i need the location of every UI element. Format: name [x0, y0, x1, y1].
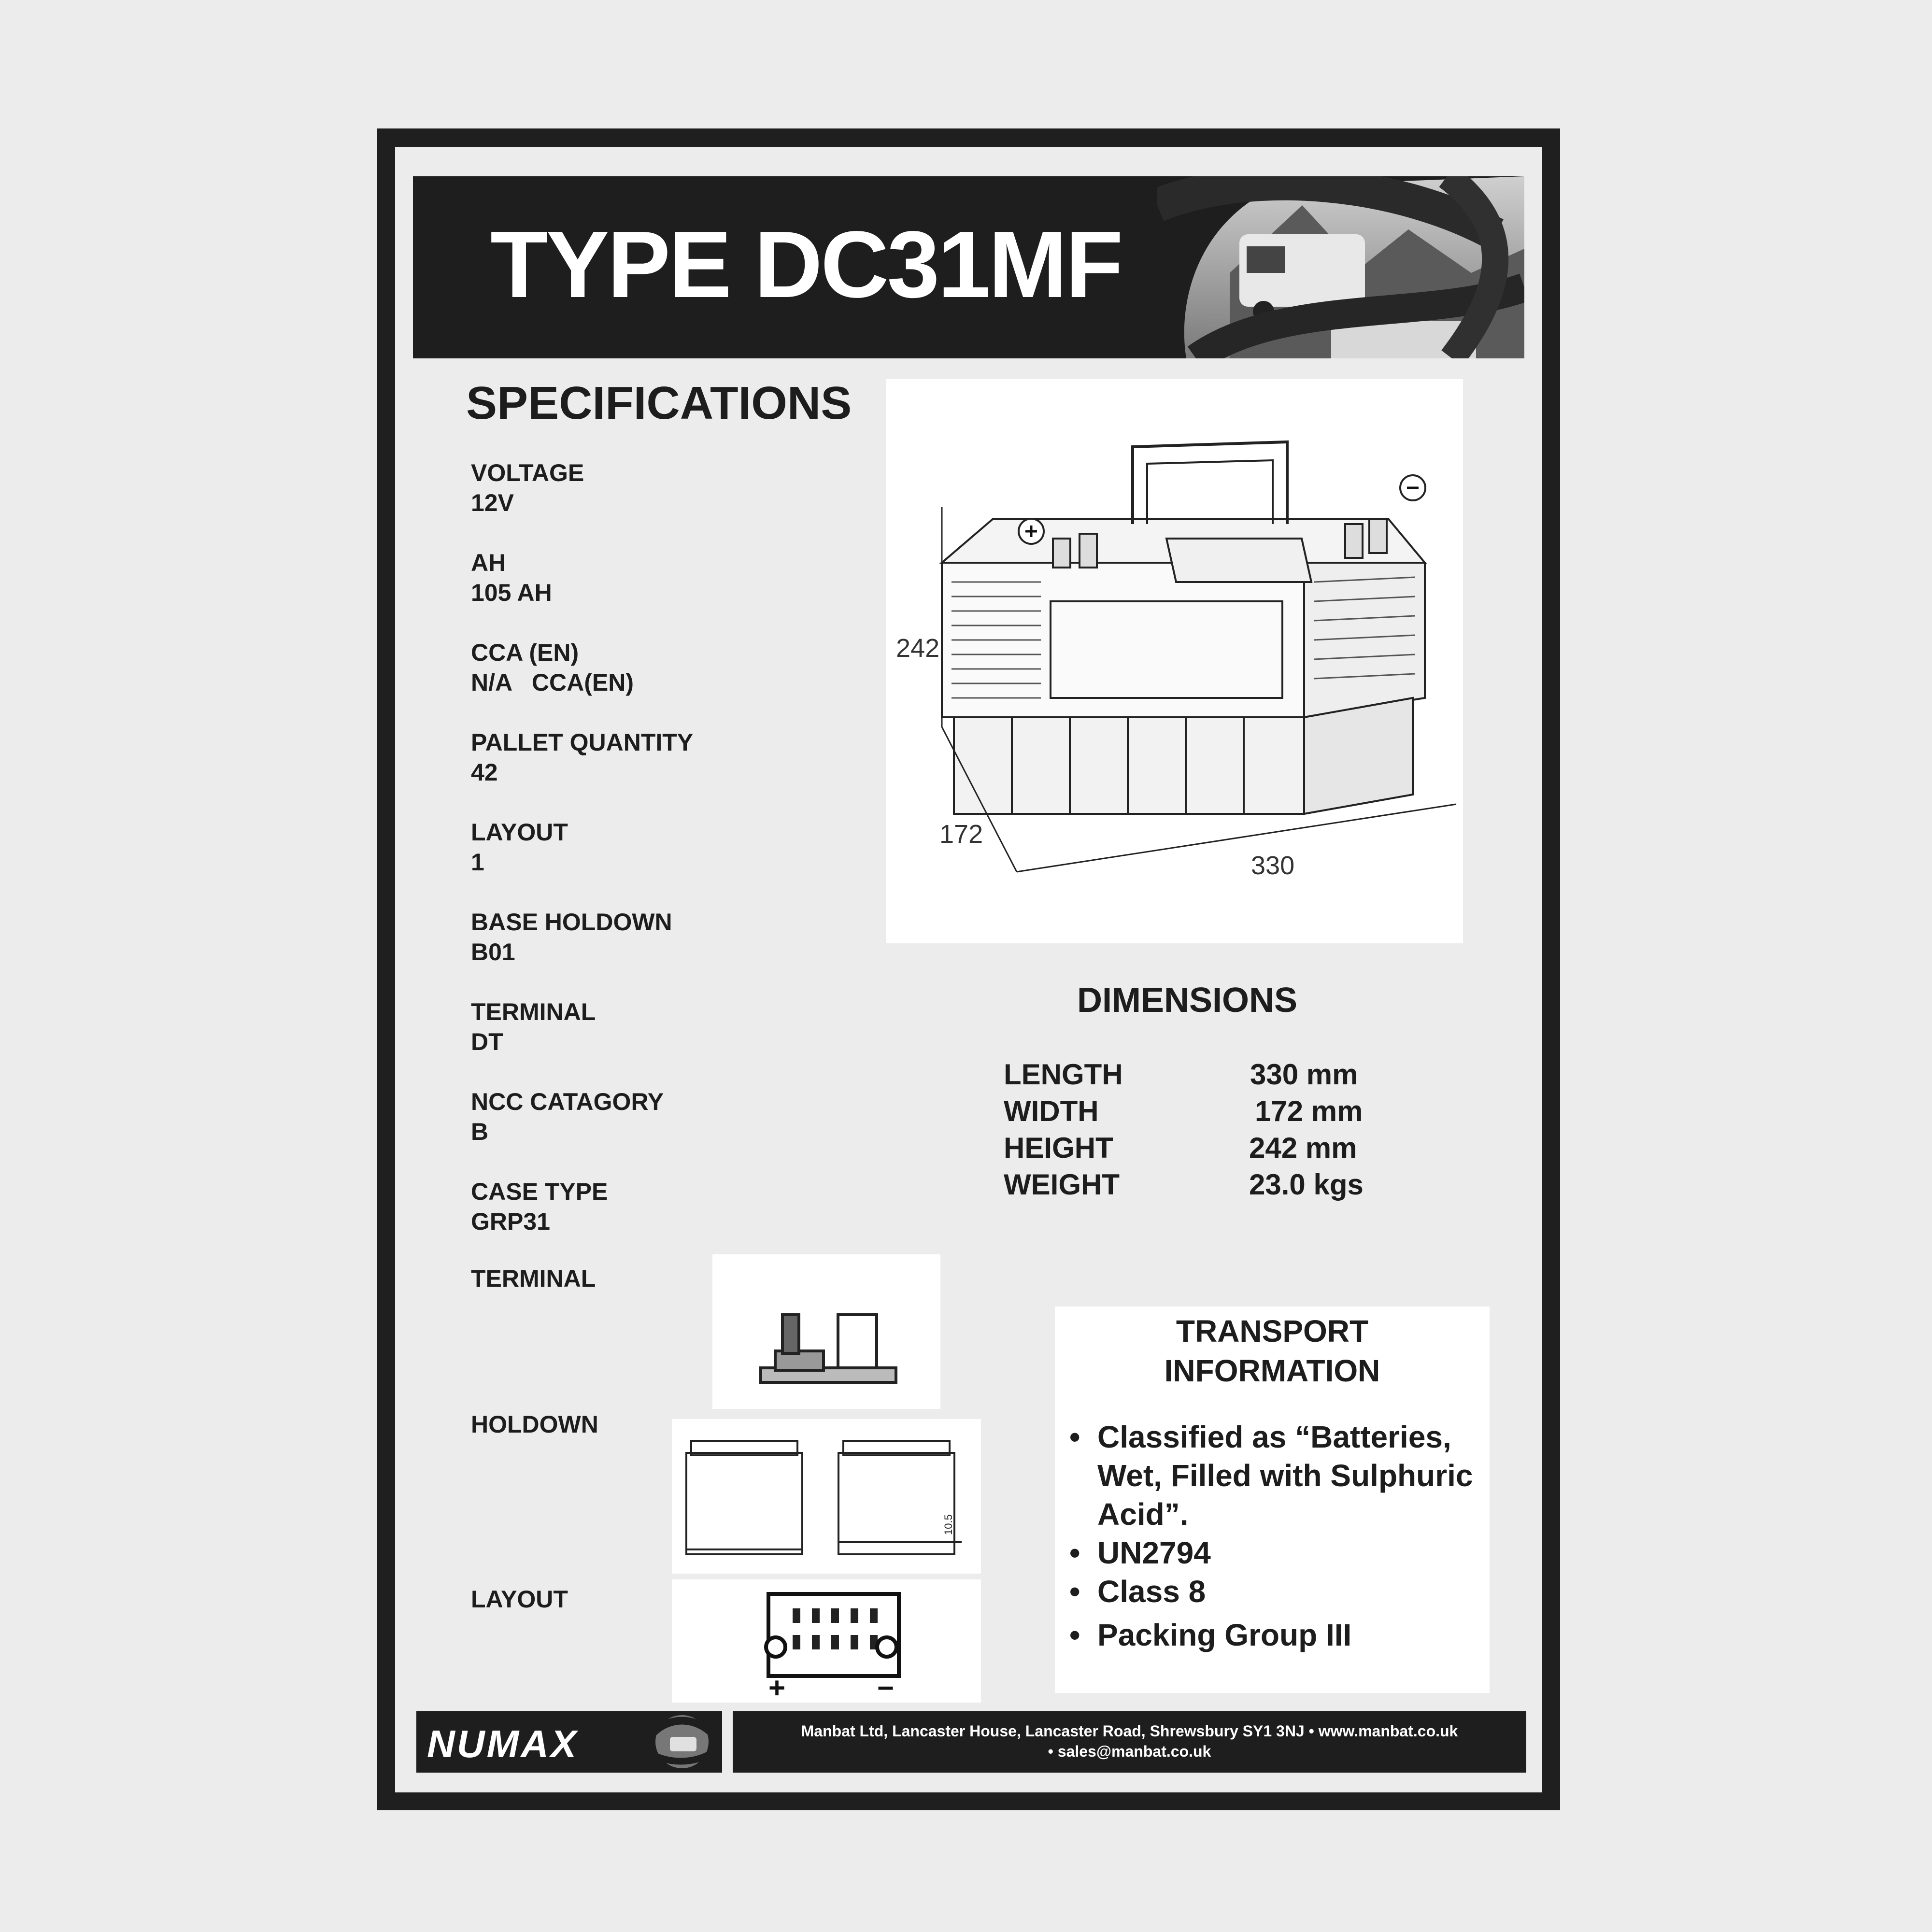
transport-list [1069, 1418, 1480, 1654]
layout-diagram [672, 1579, 981, 1703]
product-title: TYPE DC31MF [490, 212, 1122, 317]
spec-value: 105 AH [471, 579, 552, 606]
transport-heading [1055, 1311, 1490, 1391]
spec-case-type [471, 1177, 608, 1236]
spec-label: VOLTAGE [471, 459, 584, 486]
dimension-label: WIDTH [1004, 1095, 1099, 1127]
title-banner [413, 176, 1524, 358]
specifications-heading: SPECIFICATIONS [466, 377, 852, 429]
transport-item: • Classified as “Batteries, Wet, Filled with Sulphuric Acid”. [1069, 1418, 1480, 1534]
transport-heading-line2: INFORMATION [1164, 1353, 1380, 1388]
spec-label: NCC CATAGORY [471, 1088, 664, 1115]
terminal-illustration [712, 1254, 940, 1409]
spec-value: B01 [471, 938, 515, 966]
dimensions-heading: DIMENSIONS [1077, 981, 1298, 1020]
motorhome-photo-graphic [1157, 176, 1524, 358]
spec-label: CASE TYPE [471, 1178, 608, 1205]
width-dimension-label: 172 [939, 820, 983, 849]
dimension-label: WEIGHT [1004, 1168, 1120, 1201]
spec-label: PALLET QUANTITY [471, 729, 694, 756]
layout-negative-label: − [877, 1672, 895, 1703]
transport-item: • Packing Group III [1069, 1616, 1480, 1654]
logo-swirl-graphic [643, 1714, 721, 1770]
layout-diagram-label: LAYOUT [471, 1586, 568, 1613]
logo-text: NUMAX [427, 1722, 579, 1765]
spec-cca [471, 638, 634, 697]
length-dimension-label: 330 [1251, 851, 1295, 880]
spec-value: 12V [471, 489, 514, 516]
terminal-diagram-label: TERMINAL [471, 1265, 596, 1292]
dimension-value: 330 mm [1250, 1058, 1358, 1091]
spec-terminal [471, 997, 596, 1057]
height-dimension-label: 242 [896, 634, 940, 663]
spec-ah [471, 548, 552, 608]
dimension-value: 172 mm [1255, 1095, 1363, 1127]
spec-pallet-quantity [471, 727, 693, 787]
holdown-diagram-label: HOLDOWN [471, 1411, 598, 1438]
footer-contact [733, 1711, 1526, 1773]
holdown-illustration [672, 1419, 981, 1574]
spec-value: N/A CCA(EN) [471, 669, 634, 696]
transport-info-panel [1055, 1307, 1490, 1693]
spec-value: B [471, 1118, 489, 1145]
holdown-measure-label: 10.5 [942, 1514, 954, 1535]
transport-item: • UN2794 [1069, 1534, 1480, 1572]
terminal-diagram [712, 1254, 940, 1409]
battery-drawing-panel [886, 379, 1463, 943]
spec-voltage [471, 458, 584, 518]
spec-value: DT [471, 1028, 503, 1055]
spec-label: AH [471, 549, 506, 576]
footer-address: Manbat Ltd, Lancaster House, Lancaster Road, Shrewsbury SY1 3NJ • www.manbat.co.uk [801, 1722, 1458, 1740]
spec-value: 1 [471, 849, 484, 876]
dimension-value: 242 mm [1249, 1132, 1357, 1164]
holdown-diagram [672, 1419, 981, 1574]
spec-label: LAYOUT [471, 819, 568, 846]
spec-base-holdown [471, 907, 672, 967]
spec-value: GRP31 [471, 1208, 550, 1235]
layout-positive-label: + [768, 1672, 786, 1703]
spec-value: 42 [471, 759, 498, 786]
layout-illustration [672, 1579, 981, 1703]
transport-item: • Class 8 [1069, 1572, 1480, 1611]
footer-email: • sales@manbat.co.uk [1048, 1743, 1211, 1760]
spec-ncc-category [471, 1087, 664, 1147]
spec-label: CCA (EN) [471, 639, 579, 666]
dimension-label: HEIGHT [1004, 1132, 1113, 1164]
dimension-label: LENGTH [1004, 1058, 1123, 1091]
spec-layout [471, 817, 568, 877]
battery-illustration [886, 379, 1463, 943]
numax-logo [416, 1711, 722, 1773]
spec-label: TERMINAL [471, 998, 596, 1025]
spec-label: BASE HOLDOWN [471, 909, 672, 936]
dimension-value: 23.0 kgs [1249, 1168, 1364, 1201]
transport-heading-line1: TRANSPORT [1176, 1314, 1369, 1349]
